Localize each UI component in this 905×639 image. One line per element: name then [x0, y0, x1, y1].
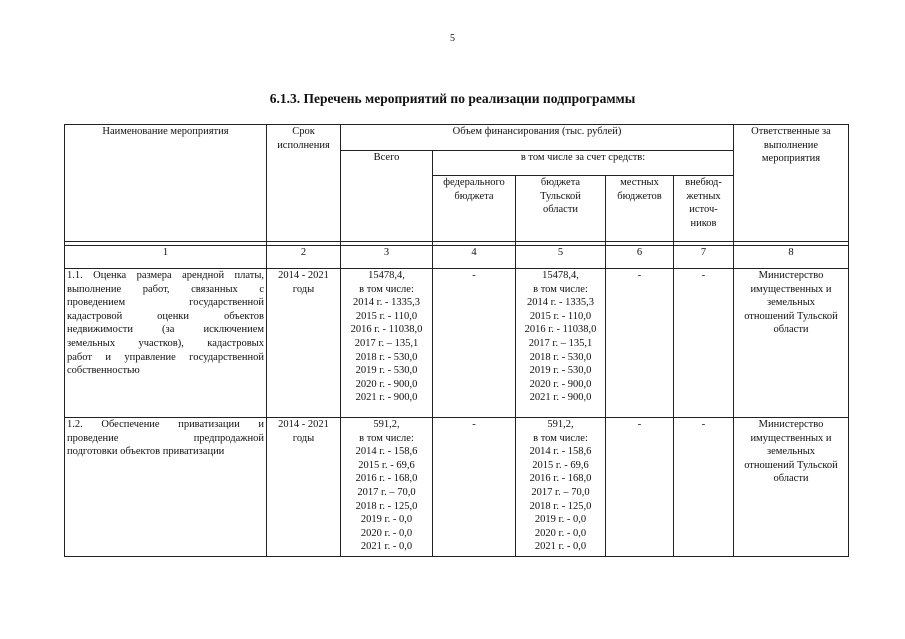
column-number: 2 [267, 246, 341, 269]
column-number-row [65, 246, 849, 269]
local-cell: - [606, 418, 674, 557]
total-cell: 591,2, в том числе: 2014 г. - 158,6 2015 г. - 69,6 2016 г. - 168,0 2017 г. – 70,0 2018 г. - 125,0 2019 г. - 0,0 2020 г. - 0,0 2021 г. - 0,0 [341, 418, 433, 557]
table-row [65, 418, 849, 557]
header-name: Наименование мероприятия [65, 125, 267, 242]
column-number: 5 [516, 246, 606, 269]
header-financing: Объем финансирования (тыс. рублей) [341, 125, 734, 151]
responsible-cell: Министерство имущественных и земельных отношений Тульской области [734, 418, 849, 557]
header-responsible: Ответственные за выполнение мероприятия [734, 125, 849, 242]
header-offbudget: внебюд- жетных источ- ников [674, 176, 734, 242]
column-number: 3 [341, 246, 433, 269]
header-row-top [65, 125, 849, 151]
column-number: 6 [606, 246, 674, 269]
header-federal: федерального бюджета [433, 176, 516, 242]
column-number: 7 [674, 246, 734, 269]
offbudget-cell: - [674, 269, 734, 418]
total-cell: 15478,4, в том числе: 2014 г. - 1335,3 2015 г. - 110,0 2016 г. - 11038,0 2017 г. – 135,1 2018 г. - 530,0 2019 г. - 530,0 2020 г. - 900,0 2021 г. - 900,0 [341, 269, 433, 418]
header-regional: бюджета Тульской области [516, 176, 606, 242]
events-table [64, 124, 849, 557]
federal-cell: - [433, 269, 516, 418]
event-name-cell: 1.2. Обеспечение приватизации и проведение предпродажной подготовки объектов приватизации [65, 418, 267, 557]
document-title: 6.1.3. Перечень мероприятий по реализации подпрограммы [269, 91, 636, 106]
header-local: местных бюджетов [606, 176, 674, 242]
header-term: Срок исполнения [267, 125, 341, 242]
table-row [65, 269, 849, 418]
column-number: 1 [65, 246, 267, 269]
regional-cell: 15478,4, в том числе: 2014 г. - 1335,3 2015 г. - 110,0 2016 г. - 11038,0 2017 г. – 135,1 2018 г. - 530,0 2019 г. - 530,0 2020 г. - 900,0 2021 г. - 900,0 [516, 269, 606, 418]
term-cell: 2014 - 2021 годы [267, 418, 341, 557]
federal-cell: - [433, 418, 516, 557]
term-cell: 2014 - 2021 годы [267, 269, 341, 418]
local-cell: - [606, 269, 674, 418]
regional-cell: 591,2, в том числе: 2014 г. - 158,6 2015 г. - 69,6 2016 г. - 168,0 2017 г. – 70,0 2018 г. - 125,0 2019 г. - 0,0 2020 г. - 0,0 2021 г. - 0,0 [516, 418, 606, 557]
event-name-cell: 1.1. Оценка размера арендной платы, выполнение работ, связанных с проведением государственной кадастровой оценки объектов недвижимости (за исключением земельных участков), кадастровых работ и управление государственной собственностью [65, 269, 267, 418]
offbudget-cell: - [674, 418, 734, 557]
responsible-cell: Министерство имущественных и земельных отношений Тульской области [734, 269, 849, 418]
header-including: в том числе за счет средств: [433, 151, 734, 176]
column-number: 8 [734, 246, 849, 269]
column-number: 4 [433, 246, 516, 269]
page-number: 5 [450, 33, 455, 44]
header-total: Всего [341, 151, 433, 242]
